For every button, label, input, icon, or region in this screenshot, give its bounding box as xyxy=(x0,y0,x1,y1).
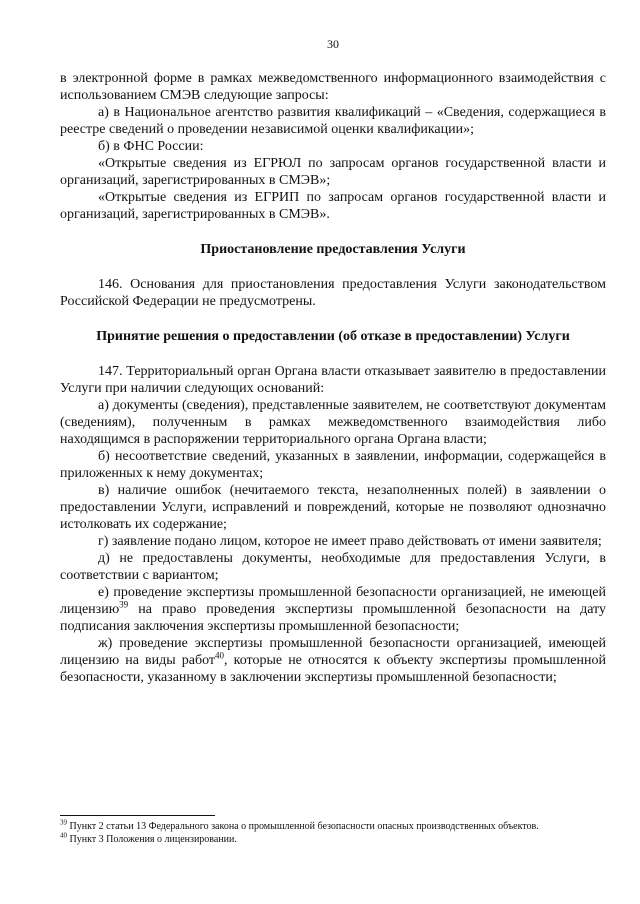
page-number: 30 xyxy=(327,37,339,51)
footnote xyxy=(60,820,606,833)
paragraph: а) в Национальное агентство развития квалификаций – «Сведения, содержащиеся в реестре сведений о проведении независимой оценки квалификации»; xyxy=(60,105,606,137)
item-text: на право проведения экспертизы промышленной безопасности на дату подписания заключения экспертизы промышленной безопасности; xyxy=(60,602,606,634)
list-item: д) не предоставлены документы, необходимые для предоставления Услуги, в соответствии с вариантом; xyxy=(60,551,606,583)
list-item xyxy=(60,635,606,686)
paragraph-146: 146. Основания для приостановления предоставления Услуги законодательством Российской Федерации не предусмотрены. xyxy=(60,277,606,309)
paragraph-147: 147. Территориальный орган Органа власти отказывает заявителю в предоставлении Услуги при наличии следующих оснований: xyxy=(60,364,606,396)
footnote-divider xyxy=(60,815,215,816)
item-text: ж) проведение экспертизы промышленной безопасности организацией, имеющей лицензию на виды работ xyxy=(60,636,606,668)
paragraph: б) в ФНС России: xyxy=(98,139,204,154)
paragraph: «Открытые сведения из ЕГРЮЛ по запросам органов государственной власти и организаций, зарегистрированных в СМЭВ»; xyxy=(60,156,606,188)
section-heading: Принятие решения о предоставлении (об отказе в предоставлении) Услуги xyxy=(96,329,570,344)
footnote-text: Пункт 3 Положения о лицензировании. xyxy=(67,834,237,845)
paragraph: в электронной форме в рамках межведомственного информационного взаимодействия с использованием СМЭВ следующие запросы: xyxy=(60,71,606,103)
footnote-number: 39 xyxy=(60,818,67,827)
list-item: г) заявление подано лицом, которое не имеет право действовать от имени заявителя; xyxy=(98,534,602,549)
paragraph: «Открытые сведения из ЕГРИП по запросам органов государственной власти и организаций, зарегистрированных в СМЭВ». xyxy=(60,190,606,222)
footnote xyxy=(60,833,606,846)
footnotes xyxy=(60,820,606,846)
item-text: е) проведение экспертизы промышленной безопасности организацией, не имеющей лицензию xyxy=(60,585,606,617)
list-item: б) несоответствие сведений, указанных в заявлении, информации, содержащейся в приложенных к нему документах; xyxy=(60,449,606,481)
footnote-ref: 40 xyxy=(215,650,225,661)
footnote-text: Пункт 2 статьи 13 Федерального закона о промышленной безопасности опасных производственных объектов. xyxy=(67,821,539,832)
list-item: а) документы (сведения), представленные заявителем, не соответствуют документам (сведениям), полученным в рамках межведомственного взаимодействия либо находящимся в распоряжении территориального органа Органа власти; xyxy=(60,398,606,447)
item-text: , которые не относятся к объекту экспертизы промышленной безопасности, указанному в заключении экспертизы промышленной безопасности; xyxy=(60,653,606,685)
section-heading: Приостановление предоставления Услуги xyxy=(200,242,466,257)
list-item xyxy=(60,584,606,635)
list-item: в) наличие ошибок (нечитаемого текста, незаполненных полей) в заявлении о предоставлении Услуги, исправлений и повреждений, которые не позволяют однозначно истолковать их содержание; xyxy=(60,483,606,532)
footnote-ref: 39 xyxy=(119,599,129,610)
footnote-number: 40 xyxy=(60,831,67,840)
